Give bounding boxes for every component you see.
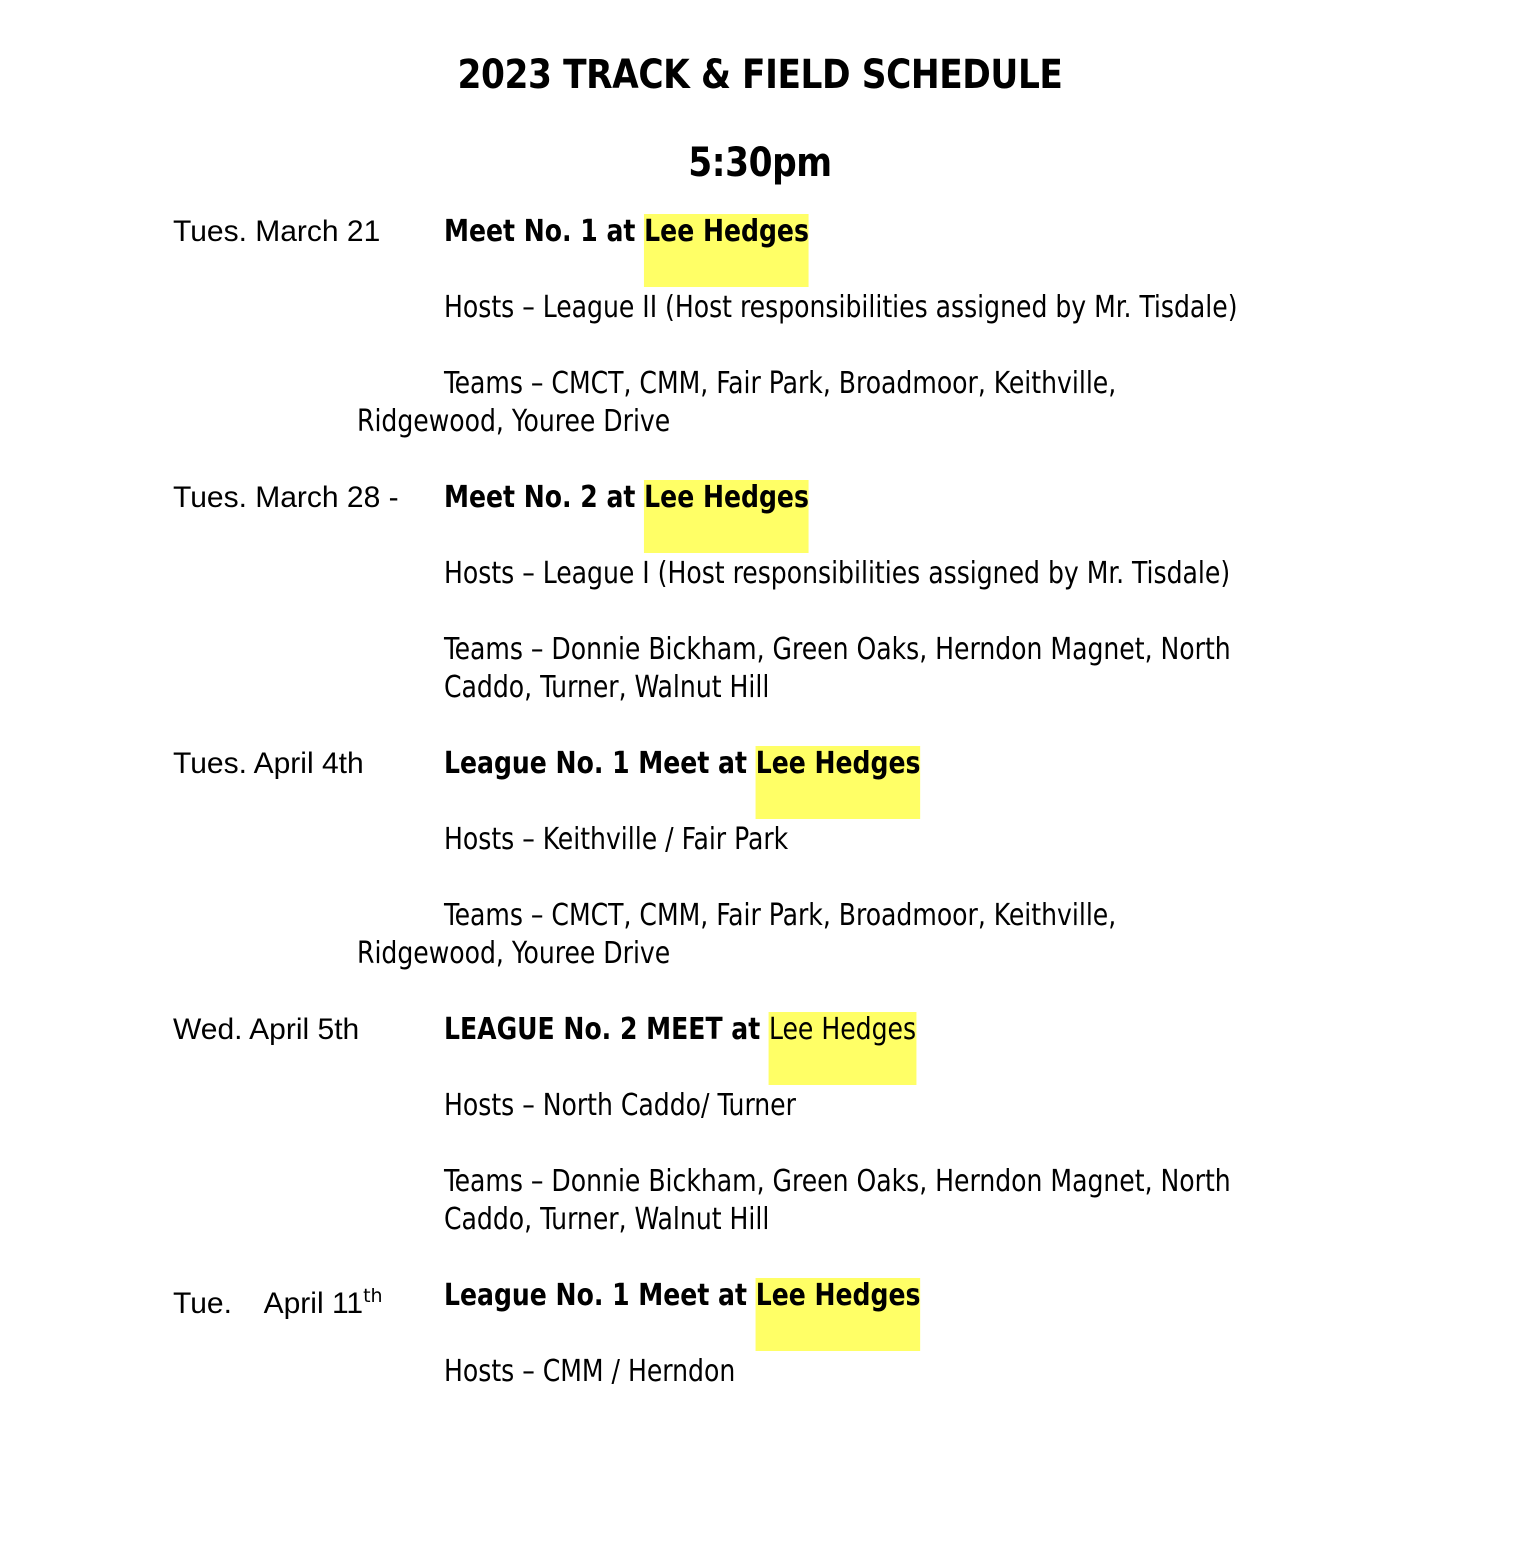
entry-venue-highlight: Lee Hedges [644, 214, 809, 287]
schedule-entry [0, 479, 1520, 707]
schedule-entry [0, 213, 1520, 441]
entry-heading-text: Meet No. 2 at [444, 480, 645, 515]
entry-spacer [0, 1239, 1520, 1277]
entry-hosts: Hosts – League I (Host responsibilities assigned by Mr. Tisdale) [444, 556, 1231, 591]
entry-body [444, 479, 1444, 707]
entry-heading [444, 745, 1444, 783]
entry-date-ordinal-suffix: th [363, 1285, 383, 1307]
entry-teams: Teams – Donnie Bickham, Green Oaks, Herndon Magnet, North [444, 1164, 1231, 1199]
entry-heading [444, 213, 1444, 251]
entry-heading [444, 1277, 1444, 1315]
entry-teams-continuation: Ridgewood, Youree Drive [357, 404, 671, 439]
entry-venue-highlight: Lee Hedges [644, 480, 809, 553]
entry-hosts: Hosts – North Caddo/ Turner [444, 1088, 796, 1123]
entry-teams: Teams – CMCT, CMM, Fair Park, Broadmoor, Keithville, [444, 366, 1117, 401]
schedule-list [0, 213, 1520, 1429]
entry-spacer [0, 707, 1520, 745]
entry-spacer [0, 441, 1520, 479]
entry-spacer [0, 973, 1520, 1011]
entry-venue-highlight: Lee Hedges [756, 746, 921, 819]
entry-teams: Teams – CMCT, CMM, Fair Park, Broadmoor, Keithville, [444, 898, 1117, 933]
entry-teams-continuation: Caddo, Turner, Walnut Hill [444, 670, 770, 705]
schedule-entry [0, 1011, 1520, 1239]
entry-venue-highlight: Lee Hedges [756, 1278, 921, 1351]
page-subtitle-time: 5:30pm [688, 140, 832, 186]
entry-body [357, 213, 1444, 441]
entry-venue-highlight: Lee Hedges [769, 1012, 916, 1085]
page-title: 2023 TRACK & FIELD SCHEDULE [457, 52, 1063, 98]
entry-date: Tues. March 28 - [173, 481, 399, 514]
entry-heading [444, 1011, 1444, 1049]
entry-heading-text: League No. 1 Meet at [444, 1278, 756, 1313]
entry-hosts: Hosts – Keithville / Fair Park [444, 822, 789, 857]
entry-heading-text: Meet No. 1 at [444, 214, 645, 249]
schedule-entry [0, 745, 1520, 973]
entry-body [444, 1277, 1444, 1391]
entry-date: Tues. March 21 [173, 215, 381, 248]
entry-heading-text: LEAGUE No. 2 MEET at [444, 1012, 769, 1047]
entry-teams-continuation: Caddo, Turner, Walnut Hill [444, 1202, 770, 1237]
entry-date: Tue. April 11th [173, 1285, 383, 1320]
entry-hosts: Hosts – CMM / Herndon [444, 1354, 736, 1389]
entry-heading [444, 479, 1444, 517]
entry-hosts: Hosts – League II (Host responsibilities assigned by Mr. Tisdale) [444, 290, 1238, 325]
entry-date: Tues. April 4th [173, 747, 364, 780]
entry-teams-continuation: Ridgewood, Youree Drive [357, 936, 671, 971]
entry-date: Wed. April 5th [173, 1013, 360, 1046]
entry-body [444, 1011, 1444, 1239]
entry-teams: Teams – Donnie Bickham, Green Oaks, Herndon Magnet, North [444, 632, 1231, 667]
entry-body [357, 745, 1444, 973]
schedule-entry [0, 1277, 1520, 1391]
entry-heading-text: League No. 1 Meet at [444, 746, 756, 781]
